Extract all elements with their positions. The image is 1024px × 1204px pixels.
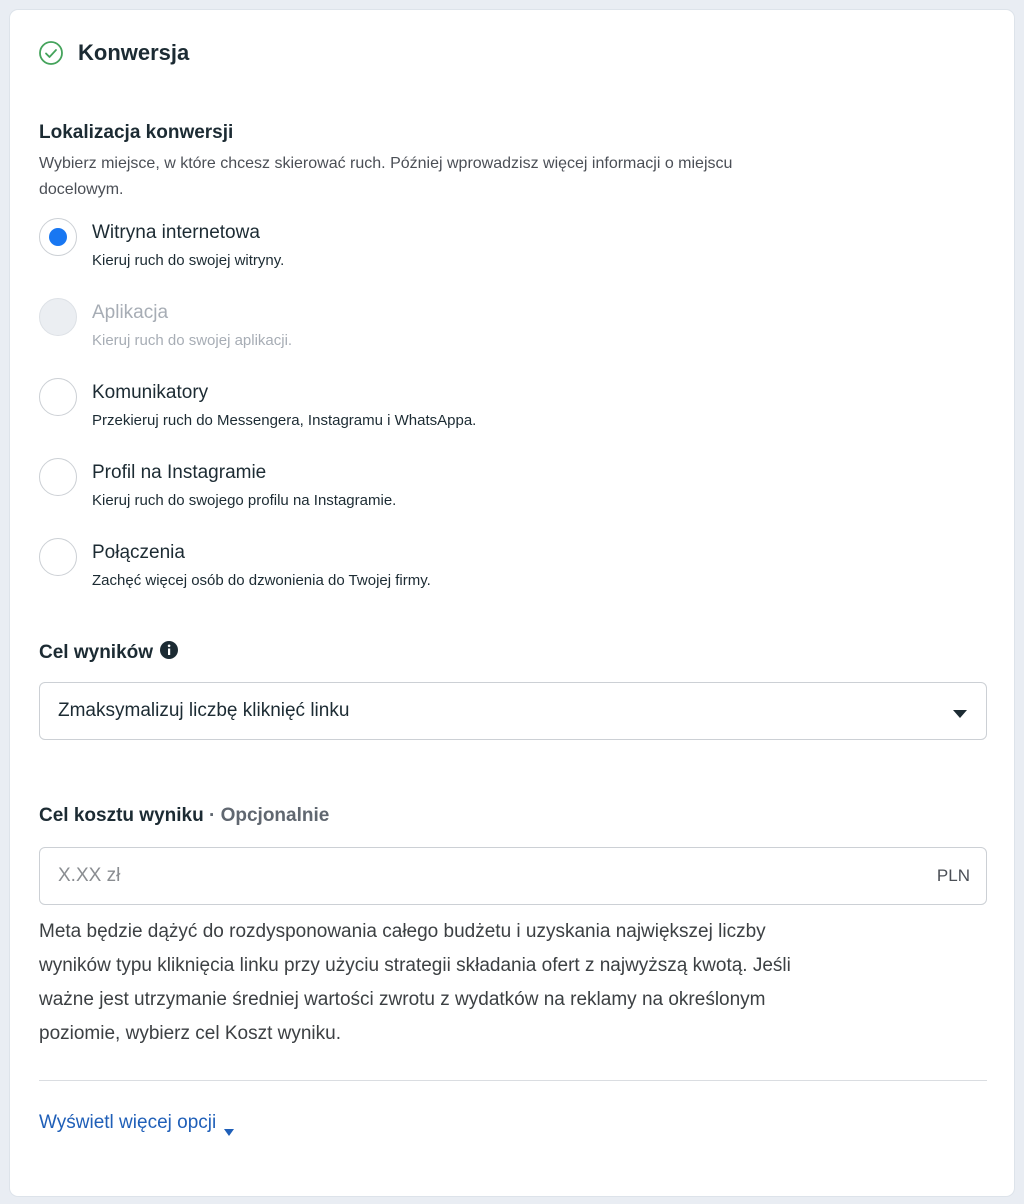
goal-select[interactable] [39,682,987,740]
radio-label: Profil na Instagramie [92,462,267,483]
radio-sublabel: Przekieruj ruch do Messengera, Instagramu i WhatsAppa. [92,412,477,429]
chevron-down-icon [952,706,968,716]
location-description: Wybierz miejsce, w które chcesz skierować ruch. Później wprowadzisz więcej informacji o miejscu docelowym. [39,155,733,198]
radio-sublabel: Kieruj ruch do swojej aplikacji. [92,332,293,349]
currency-label: PLN [936,866,970,885]
radio-label: Aplikacja [92,302,169,323]
radio-button-website[interactable] [39,218,77,256]
check-circle-icon [38,40,64,66]
radio-button-instagram-profile[interactable] [39,458,77,496]
radio-button-calls[interactable] [39,538,77,576]
radio-option-app [39,298,939,368]
card-header [38,40,189,66]
radio-option-instagram-profile[interactable] [39,458,939,528]
radio-label: Połączenia [92,542,185,563]
radio-label: Witryna internetowa [92,222,260,243]
divider [39,1080,987,1081]
radio-button-app [39,298,77,336]
cost-input[interactable] [56,864,937,888]
cost-title: Cel kosztu wyniku · Opcjonalnie [39,805,330,826]
radio-option-messaging[interactable] [39,378,939,448]
cost-input-box[interactable] [39,847,987,905]
conversion-card [10,10,1014,1196]
radio-option-calls[interactable] [39,538,939,608]
radio-sublabel: Zachęć więcej osób do dzwonienia do Twojej firmy. [92,572,431,589]
radio-label: Komunikatory [92,382,209,403]
card-title: Konwersja [78,40,190,65]
optional-label: · Opcjonalnie [208,805,330,826]
goal-title: Cel wyników [39,640,179,664]
radio-sublabel: Kieruj ruch do swojej witryny. [92,252,285,269]
radio-option-website[interactable] [39,218,939,288]
info-icon[interactable] [159,640,179,660]
location-title: Lokalizacja konwersji [39,122,234,143]
goal-select-value: Zmaksymalizuj liczbę kliknięć linku [58,700,350,721]
chevron-down-icon [224,1120,234,1127]
show-more-options-link[interactable]: Wyświetl więcej opcji [39,1112,234,1134]
radio-button-messaging[interactable] [39,378,77,416]
radio-sublabel: Kieruj ruch do swojego profilu na Instagramie. [92,492,397,509]
cost-help-text: Meta będzie dążyć do rozdysponowania całego budżetu i uzyskania największej liczby wyników typu kliknięcia linku przy użyciu strategii składania ofert z najwyższą kwotą. Jeśli ważne jest utrzymanie średniej wartości zwrotu z wydatków na reklamy na określonym poziomie, wybierz cel Koszt wyniku. [39,921,791,1044]
